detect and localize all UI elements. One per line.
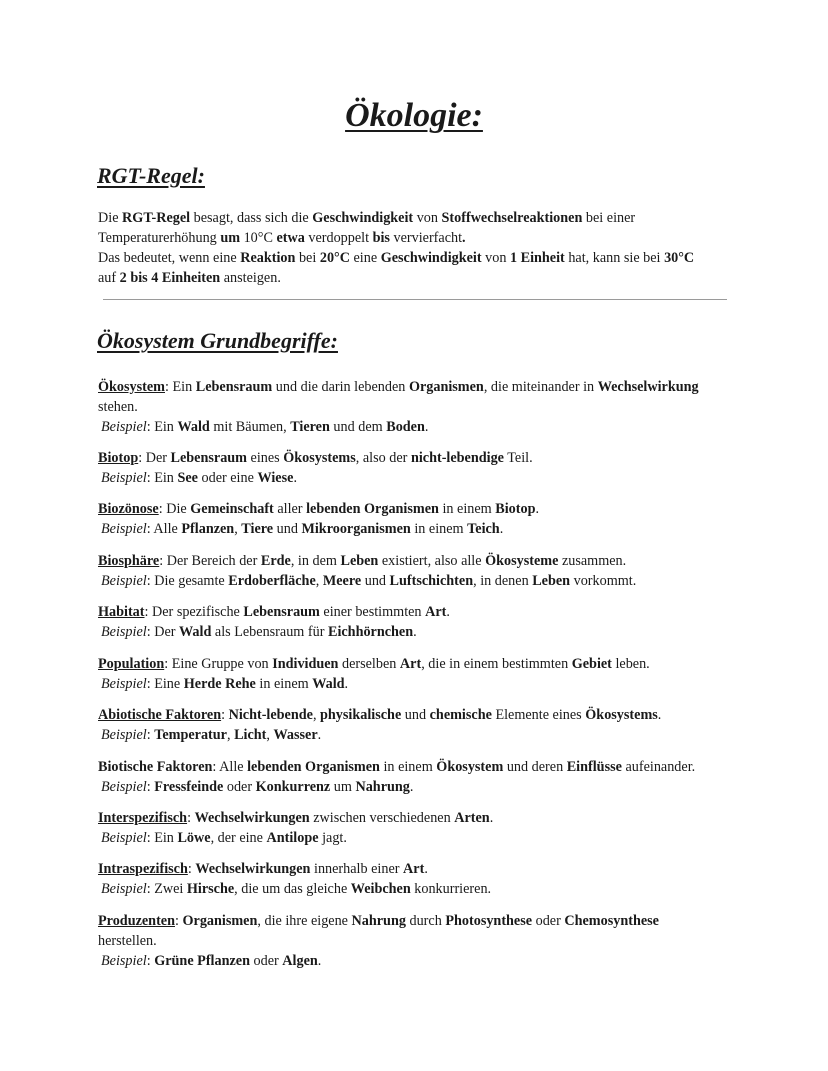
definition-entry [98,654,650,694]
bold-term: Tiere [241,521,274,537]
bold-term: lebenden Organismen [247,759,380,775]
bold-term: bis [369,230,394,246]
bold-term: Wald [312,676,345,692]
bold-term: Lebensraum [170,450,247,466]
definition-entry [98,705,661,745]
bold-term: Konkurrenz [255,779,331,795]
definition-line: Population: Eine Gruppe von Individuen derselben Art, die in einem bestimmten Gebiet leben. [98,656,650,672]
example-line: Beispiel: Temperatur, Licht, Wasser. [101,727,322,743]
bold-term: Grüne Pflanzen [154,953,250,969]
definition-term: Intraspezifisch [98,861,188,877]
definition-entry [98,499,539,539]
bold-term: Algen [282,953,318,969]
bold-term: Hirsche [186,881,235,897]
definition-term: Produzenten [98,913,175,929]
bold-term: Antilope [266,830,319,846]
example-line: Beispiel: Alle Pflanzen, Tiere und Mikroorganismen in einem Teich. [101,521,504,537]
example-label: Beispiel [101,881,147,897]
bold-term: Temperatur [154,727,227,743]
bold-term: Nahrung [351,913,406,929]
bold-term: Herde Rehe [183,676,256,692]
page-title: Ökologie: [345,97,483,134]
example-line: Beispiel: Fressfeinde oder Konkurrenz um Nahrung. [101,779,414,795]
bold-term: Arten [454,810,490,826]
section-divider [103,299,727,300]
bold-term: Individuen [272,656,339,672]
bold-term: Mikroorganismen [301,521,411,537]
definition-line: Biotop: Der Lebensraum eines Ökosystems, also der nicht-lebendige Teil. [98,450,533,466]
definition-entry [98,859,491,899]
definition-term: Biotop [98,450,139,466]
example-label: Beispiel [101,676,147,692]
bold-term: Einflüsse [566,759,622,775]
bold-term: Art [425,604,447,620]
definition-entry [98,808,493,848]
bold-term: Organismen [408,379,484,395]
example-line: Beispiel: Zwei Hirsche, die um das gleiche Weibchen konkurrieren. [101,881,492,897]
definition-continuation: herstellen. [98,933,157,949]
rgt-line-4: auf 2 bis 4 Einheiten ansteigen. [98,270,281,286]
bold-term: 1 Einheit [509,250,565,266]
example-label: Beispiel [101,419,147,435]
example-line: Beispiel: Ein Löwe, der eine Antilope jagt. [101,830,347,846]
bold-term: chemische [429,707,492,723]
example-label: Beispiel [101,573,147,589]
definition-line: Intraspezifisch: Wechselwirkungen innerhalb einer Art. [98,861,428,877]
bold-term: Nicht-lebende [228,707,313,723]
rgt-line-1: Die RGT-Regel besagt, dass sich die Geschwindigkeit von Stoffwechselreaktionen bei einer [98,210,636,226]
definition-term: Interspezifisch [98,810,188,826]
example-label: Beispiel [101,830,147,846]
bold-term: um [216,230,244,246]
definition-entry [98,377,699,437]
definition-term: Abiotische Faktoren [98,707,222,723]
bold-term: Geschwindigkeit [312,210,414,226]
definition-entry [98,602,450,642]
bold-term: Wechselwirkungen [194,810,310,826]
bold-term: Art [403,861,425,877]
bold-term: nicht-lebendige [410,450,504,466]
bold-term: Wald [177,419,210,435]
bold-term: lebenden Organismen [306,501,439,517]
bold-term: Teich [467,521,500,537]
definition-term: Biozönose [98,501,159,517]
example-line: Beispiel: Grüne Pflanzen oder Algen. [101,953,322,969]
rgt-line-2: Temperaturerhöhung um 10°C etwa verdoppelt bis vervierfacht. [98,230,466,246]
example-line: Beispiel: Ein Wald mit Bäumen, Tieren und dem Boden. [101,419,429,435]
bold-term: Wechselwirkung [597,379,699,395]
bold-term: Reaktion [240,250,296,266]
bold-term: Wasser [273,727,318,743]
rgt-line-3: Das bedeutet, wenn eine Reaktion bei 20°C eine Geschwindigkeit von 1 Einheit hat, kann sie bei 30°C [98,250,695,266]
bold-term: Löwe [177,830,211,846]
definition-line: Biozönose: Die Gemeinschaft aller lebenden Organismen in einem Biotop. [98,501,540,517]
bold-term: Gemeinschaft [190,501,274,517]
bold-term: Ökosystems [585,707,658,723]
definition-term: Habitat [98,604,145,620]
bold-term: Wiese [257,470,294,486]
example-label: Beispiel [101,470,147,486]
bold-term: 30°C [664,250,695,266]
bold-term: etwa [272,230,309,246]
bold-term: Ökosystems [283,450,356,466]
example-line: Beispiel: Eine Herde Rehe in einem Wald. [101,676,349,692]
bold-term: Leben [532,573,571,589]
bold-term: Tieren [290,419,330,435]
bold-term: Ökosystem [436,759,504,775]
bold-term: See [177,470,198,486]
definition-line: Ökosystem: Ein Lebensraum und die darin lebenden Organismen, die miteinander in Wechselwirkung [98,379,699,395]
definition-entry [98,757,695,797]
bold-term: Eichhörnchen [327,624,414,640]
bold-term: Luftschichten [389,573,474,589]
example-label: Beispiel [101,521,147,537]
example-line: Beispiel: Der Wald als Lebensraum für Eichhörnchen. [101,624,417,640]
bold-term: Ökosysteme [485,553,559,569]
bold-term: Stoffwechselreaktionen [441,210,583,226]
bold-term: 20°C [319,250,350,266]
bold-term: Meere [322,573,362,589]
bold-term: Art [399,656,422,672]
bold-term: physikalische [320,707,402,723]
definition-term: Biosphäre [98,553,160,569]
definition-line: Habitat: Der spezifische Lebensraum einer bestimmten Art. [98,604,450,620]
bold-term: Pflanzen [181,521,235,537]
bold-term: 2 bis 4 Einheiten [119,270,221,286]
example-label: Beispiel [101,779,147,795]
bold-term: Fressfeinde [154,779,224,795]
definition-line: Produzenten: Organismen, die ihre eigene Nahrung durch Photosynthese oder Chemosynthese [98,913,659,929]
bold-term: Lebensraum [195,379,273,395]
bold-term: Leben [340,553,379,569]
definition-term: Ökosystem [98,379,165,395]
example-line: Beispiel: Ein See oder eine Wiese. [101,470,297,486]
definition-entry [98,911,659,971]
definition-entry [98,551,636,591]
bold-term: Biotop [495,501,536,517]
bold-term: RGT-Regel [122,210,191,226]
bold-term: Erde [260,553,291,569]
definition-line: Biotische Faktoren: Alle lebenden Organismen in einem Ökosystem und deren Einflüsse aufeinander. [98,759,696,775]
example-line: Beispiel: Die gesamte Erdoberfläche, Meere und Luftschichten, in denen Leben vorkommt. [101,573,637,589]
definition-line: Biosphäre: Der Bereich der Erde, in dem Leben existiert, also alle Ökosysteme zusammen. [98,553,627,569]
bold-term: Licht [234,727,267,743]
bold-term: Gebiet [571,656,612,672]
bold-term: Erdoberfläche [228,573,316,589]
bold-term: Wald [179,624,212,640]
bold-term: Nahrung [355,779,410,795]
definition-line: Interspezifisch: Wechselwirkungen zwischen verschiedenen Arten. [98,810,494,826]
bold-term: Geschwindigkeit [380,250,482,266]
bold-term: Organismen [182,913,258,929]
bold-term: Boden [386,419,425,435]
definition-term: Biotische Faktoren [98,759,213,775]
rgt-heading: RGT-Regel: [97,163,205,188]
bold-term: Chemosynthese [564,913,659,929]
grundbegriffe-heading: Ökosystem Grundbegriffe: [97,328,338,353]
bold-term: Wechselwirkungen [195,861,311,877]
definition-line: Abiotische Faktoren: Nicht-lebende, physikalische und chemische Elemente eines Ökosystems. [98,707,662,723]
example-label: Beispiel [101,953,147,969]
example-label: Beispiel [101,624,147,640]
definition-continuation: stehen. [98,399,138,415]
bold-term: Lebensraum [243,604,320,620]
definition-entry [98,448,533,488]
bold-term: Weibchen [350,881,411,897]
example-label: Beispiel [101,727,147,743]
bold-term: Photosynthese [445,913,533,929]
bold-term: . [462,230,466,246]
definition-term: Population [98,656,165,672]
